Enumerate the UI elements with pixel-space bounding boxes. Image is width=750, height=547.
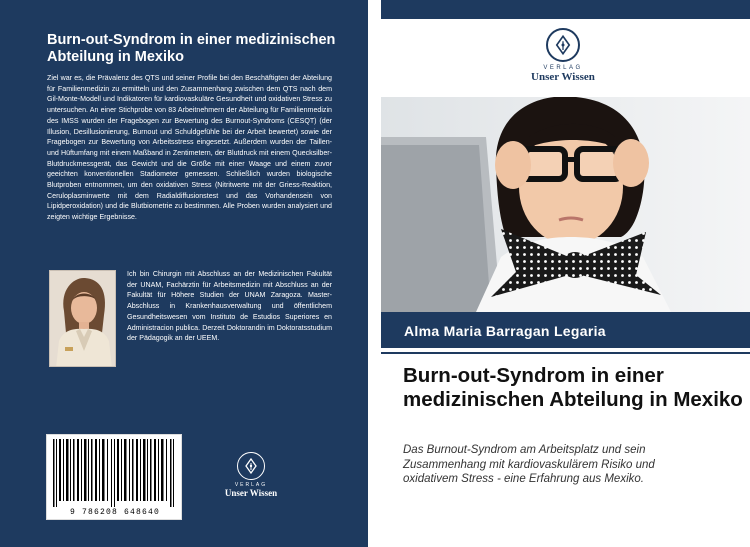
author-bio: Ich bin Chirurgin mit Abschluss an der Medizinischen Fakultät der UNAM, Fachärztin für Arbeitsmedizin mit Abschluss an der Fakultät für Höhere Studien der UNAM Zaragoza. Master-Abschluss in Krankenhausverwaltung und öffentlichem Gesundheitswesen vom Instituto de Estudios Superiores en Administracion publica. Derzeit Doktorandin im Doktoratsstudium der Pädagogik an der UEEM. — [127, 270, 332, 343]
cover-photo — [381, 97, 750, 312]
author-band — [381, 312, 750, 348]
publisher-logo-front — [518, 28, 608, 83]
book-subtitle: Das Burnout-Syndrom am Arbeitsplatz und sein Zusammenhang mit kardiovaskulärem Risiko und oxidativem Stress - eine Erfahrung aus Mexiko. — [403, 444, 655, 485]
pen-nib-logo-icon — [546, 28, 580, 62]
author-name: Alma Maria Barragan Legaria — [404, 323, 606, 339]
publisher-logo-back — [215, 452, 287, 498]
pen-nib-logo-icon — [237, 452, 265, 480]
author-photo — [49, 270, 116, 367]
divider-line — [381, 352, 750, 354]
front-cover — [381, 0, 750, 547]
front-top-bar — [381, 0, 750, 19]
back-cover-title: Burn-out-Syndrom in einer medizinischen Abteilung in Mexiko — [47, 32, 336, 65]
back-cover-description: Ziel war es, die Prävalenz des QTS und seiner Profile bei den Beschäftigten der Abteilung für Familienmedizin zu ermitteln und den Zusammenhang zwischen dem QTS nach dem Gil-Monte-Modell und Indikatoren für kardiovaskuläre Gesundheit und oxidativen Stress zu untersuchen. An einer Stichprobe von 83 Arbeitnehmern der Abteilung für Familienmedizin des IMSS wurden der Fragebogen zur Bewertung des Burnout-Syndroms (CESQT) (der Illusion, Desillusionierung, Burnout und Schuldgefühle bei der Arbeit bewertet) sowie der Fragebogen zur Bewertung von Arbeitsstress eingesetzt. Außerdem wurden der Taillen- und Hüftumfang mit einem Maßband in Zentimetern, der Blutdruck mit einem Quecksilber-Blutdruckmessgerät, das Gewicht und die Größe mit einer Waage und einem zuvor geeichten konventionellen Stadiometer gemessen. Schließlich wurden biologische Blutproben entnommen, um den oxidativen Stress (Nitritwerte mit der Griess-Reaktion, Ceruloplasminwerte mit dem Radialdiffusionstest und das Vorhandensein von Lipidperoxidation) und die Blutbiometrie zu bestimmen. Alle Proben wurden analysiert und zeigten wichtige Ergebnisse. — [47, 74, 332, 222]
publisher-name: Unser Wissen — [531, 71, 595, 83]
isbn-barcode — [46, 434, 182, 520]
publisher-verlag-label: VERLAG — [543, 65, 583, 71]
publisher-verlag-label: VERLAG — [234, 482, 268, 488]
book-title: Burn-out-Syndrom in einer medizinischen Abteilung in Mexiko — [403, 364, 743, 411]
spine-gap — [368, 0, 381, 547]
publisher-name: Unser Wissen — [224, 488, 278, 498]
barcode-icon — [51, 439, 179, 507]
isbn-number: 9 786208 648640 — [69, 508, 160, 517]
back-cover — [0, 0, 368, 547]
